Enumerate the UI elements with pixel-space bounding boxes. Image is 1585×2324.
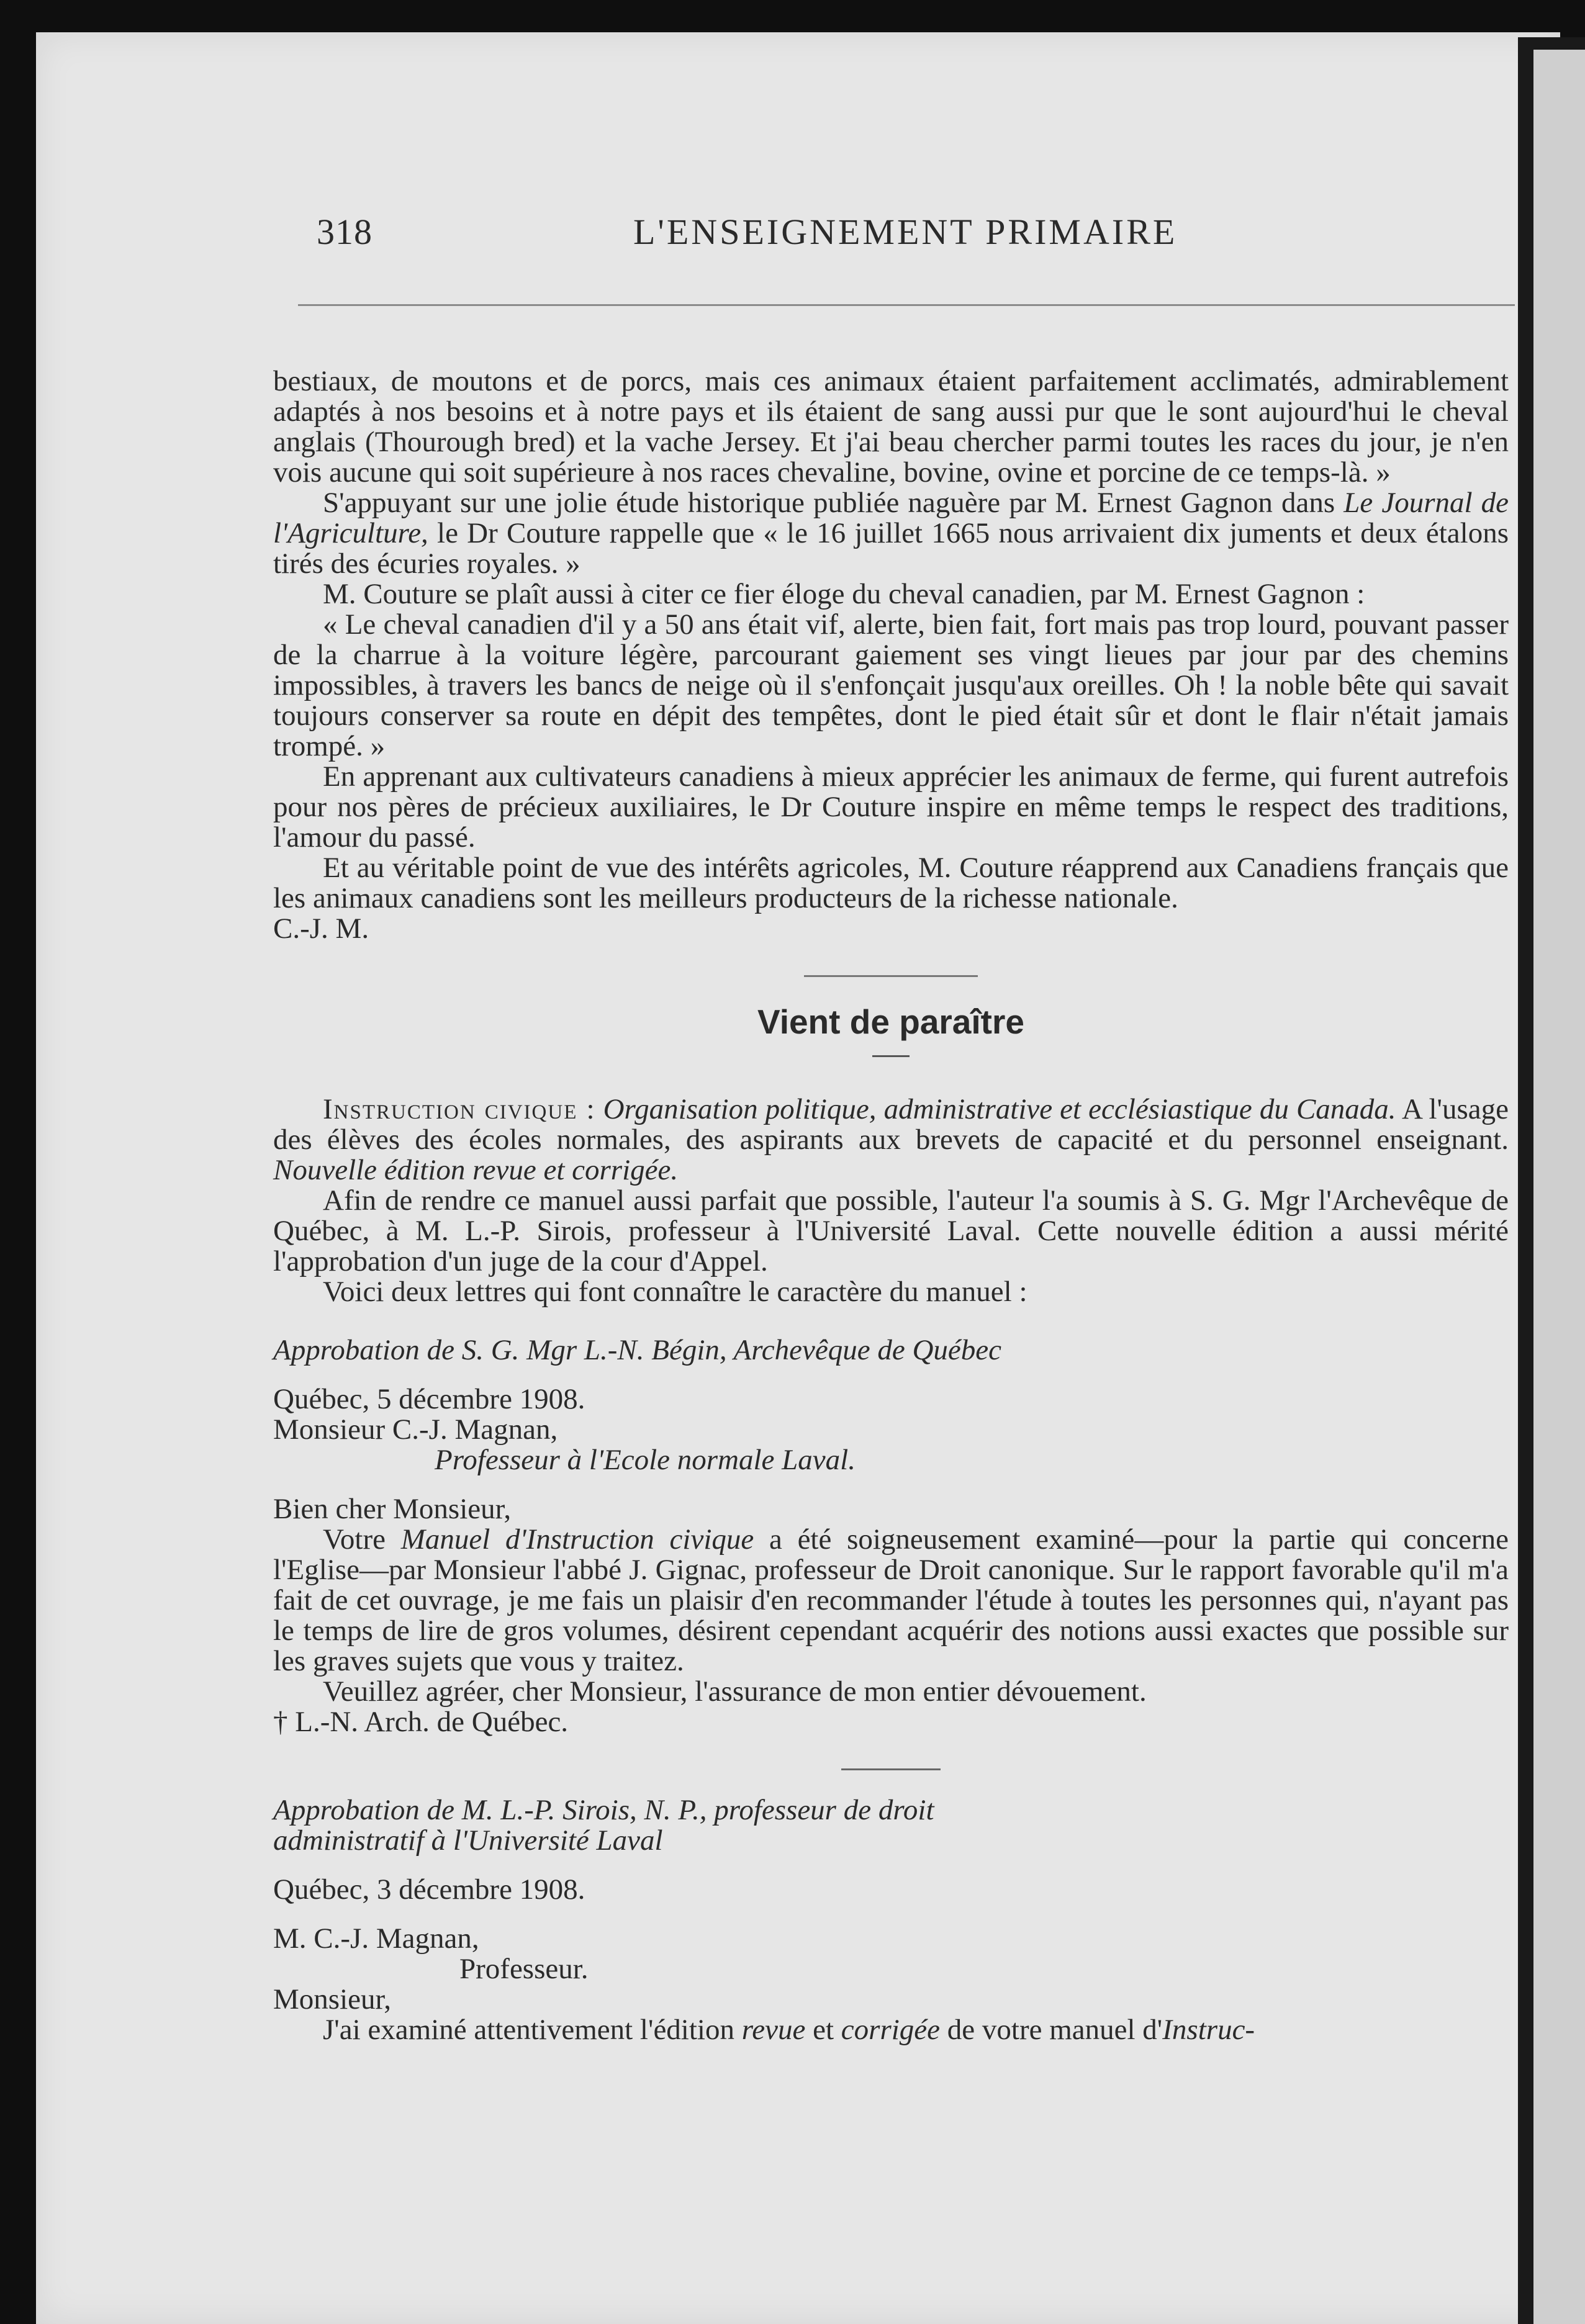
text-run: S'appuyant sur une jolie étude historique publiée naguère par M. Ernest Gagnon dans [323,487,1344,519]
letter-signature: † L.-N. Arch. de Québec. [273,1706,569,1738]
letter-heading: Approbation de M. L.-P. Sirois, N. P., professeur de droit [273,1794,934,1826]
letter-addressee-title: Professeur. [459,1953,589,1985]
quote-paragraph: « Le cheval canadien d'il y a 50 ans était vif, alerte, bien fait, fort mais pas trop lourd, pouvant passer de la charrue à la voiture légère, parcourant gaiement ses vingt lieues par jour par des chemins impossibles, à travers les bancs de neige où il s'enfonçait jusqu'aux oreilles. Oh ! la noble bête qui savait toujours conserver sa route en dépit des tempêtes, dont le pied était sûr et dont le flair n'était jamais trompé. » [273,608,1509,762]
text-run: Votre [323,1523,401,1556]
page-number: 318 [317,212,373,252]
running-head [273,205,1509,279]
paragraph [273,1094,1509,1186]
emphasis: revue [741,2014,806,2046]
letter-date: Québec, 5 décembre 1908. [273,1383,585,1415]
paragraph: En apprenant aux cultivateurs canadiens à mieux apprécier les animaux de ferme, qui furent autrefois pour nos pères de précieux auxiliaires, le Dr Couture inspire en même temps le respect des traditions, l'amour du passé. [273,760,1509,853]
letter-begin [273,1335,1509,1737]
title-underline [872,1055,910,1057]
emphasis: Instruc- [1162,2014,1255,2046]
next-page-edge [1533,50,1585,2324]
book-title: Organisation politique, administrative et ecclésiastique du Canada. [603,1093,1396,1125]
paragraph: Voici deux lettres qui font connaître le caractère du manuel : [323,1276,1027,1308]
text-run: le Dr Couture rappelle que « le 16 juillet 1665 nous arrivaient dix juments et deux étalons tirés des écuries royales. » [273,517,1509,580]
letter-sirois [273,1795,1509,2045]
letter-salutation: Bien cher Monsieur, [273,1493,512,1525]
letter-body [273,1525,1509,1677]
book-title: Manuel d'Instruction civique [400,1523,754,1556]
paragraph: bestiaux, de moutons et de porcs, mais ces animaux étaient parfaitement acclimatés, admirablement adaptés à nos besoins et à notre pays et ils étaient de sang aussi pur que le sont aujourd'hui le cheval anglais (Thourough bred) et la vache Jersey. Et j'ai beau chercher parmi toutes les races du jour, je n'en vois aucune qui soit supérieure à nos races chevaline, bovine, ovine et porcine de ce temps-là. » [273,365,1509,489]
letter-addressee: M. C.-J. Magnan, [273,1922,479,1955]
article-signature: C.-J. M. [273,912,369,945]
letter-addressee-title: Professeur à l'Ecole normale Laval. [435,1444,856,1476]
running-title: L'ENSEIGNEMENT PRIMAIRE [633,212,1178,252]
paragraph [273,488,1509,579]
paragraph: Afin de rendre ce manuel aussi parfait que possible, l'auteur l'a soumis à S. G. Mgr l'Archevêque de Québec, à M. L.-P. Sirois, professeur à l'Université Laval. Cette nouvelle édition a aussi mérité l'approbation d'un juge de la cour d'Appel. [273,1184,1509,1277]
paragraph: Et au véritable point de vue des intérêts agricoles, M. Couture réapprend aux Canadiens français que les animaux canadiens sont les meilleurs producteurs de la richesse nationale. [273,852,1509,914]
journal-title: Le Journal de l'Agriculture, [273,487,1509,549]
letter-addressee: Monsieur C.-J. Magnan, [273,1413,558,1446]
header-rule [298,304,1515,306]
letter-closing: Veuillez agréer, cher Monsieur, l'assurance de mon entier dévouement. [323,1675,1147,1708]
letter-heading-line2: administratif à l'Université Laval [273,1824,663,1857]
section-divider [804,975,978,977]
letter-date: Québec, 3 décembre 1908. [273,1873,585,1906]
letter-heading: Approbation de S. G. Mgr L.-N. Bégin, Archevêque de Québec [273,1334,1001,1366]
article-end [273,366,1509,944]
text-run: de votre manuel d' [940,2014,1163,2046]
page-content [273,205,1509,2045]
emphasis: corrigée [841,2014,941,2046]
letter-divider [841,1768,941,1770]
section-title: Vient de paraître [757,1002,1024,1041]
letter-salutation: Monsieur, [273,1983,392,2015]
new-release-notice [273,1094,1509,1307]
paragraph: M. Couture se plaît aussi à citer ce fier éloge du cheval canadien, par M. Ernest Gagnon : [323,578,1365,610]
book-label: Instruction civique : [323,1093,596,1125]
letter-body [273,2015,1509,2045]
text-run: A l'usage des élèves des écoles normales, des aspirants aux brevets de capacité et du personnel enseignant. [273,1093,1509,1156]
text-run: J'ai examiné attentivement l'édition [323,2014,742,2046]
edition-note: Nouvelle édition revue et corrigée. [273,1154,679,1186]
text-run: a été soigneusement examiné—pour la partie qui concerne l'Eglise—par Monsieur l'abbé J. Gignac, professeur de Droit canonique. Sur le rapport favorable qu'il m'a fait de cet ouvrage, je me fais un plaisir d'en recommander l'étude à toutes les personnes qui, n'ayant pas le temps de lire de gros volumes, désirent cependant acquérir des notions aussi exactes que possible sur les graves sujets que vous y traitez. [273,1523,1509,1677]
text-run: et [805,2014,841,2046]
